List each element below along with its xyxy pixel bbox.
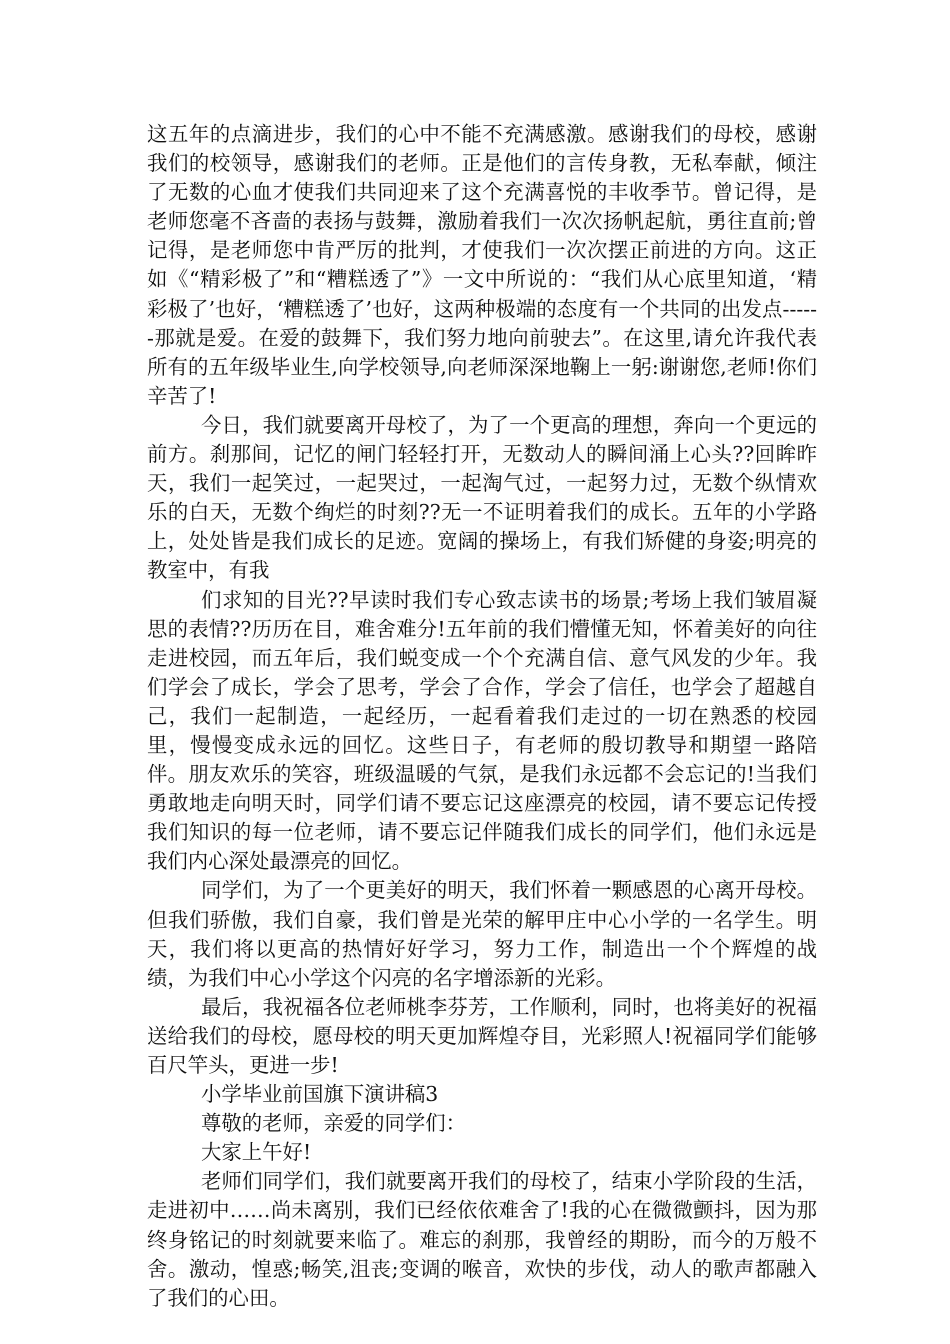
paragraph-gratitude: 这五年的点滴进步，我们的心中不能不充满感激。感谢我们的母校，感谢我们的校领导，感谢我们的老师。正是他们的言传身教，无私奉献，倾注了无数的心血才使我们共同迎来了这个充满喜悦的丰收季节。曾记得，是老师您毫不吝啬的表扬与鼓舞，激励着我们一次次扬帆起航，勇往直前;曾记得，是老师您中肯严厉的批判，才使我们一次次摆正前进的方向。这正如《“精彩极了”和“糟糕透了”》一文中所说的：“我们从心底里知道，‘精彩极了’也好，‘糟糕透了’也好，这两种极端的态度有一个共同的出发点------那就是爱。在爱的鼓舞下，我们努力地向前驶去”。在这里,请允许我代表所有的五年级毕业生,向学校领导,向老师深深地鞠上一躬:谢谢您,老师!你们辛苦了! <box>147 122 817 408</box>
speech-salutation: 尊敬的老师，亲爱的同学们： <box>201 1111 467 1136</box>
speech-greeting: 大家上午好! <box>201 1140 312 1165</box>
speech-title: 小学毕业前国旗下演讲稿3 <box>201 1082 439 1107</box>
document-body <box>147 120 817 1313</box>
paragraph-memories: 们求知的目光??早读时我们专心致志读书的场景;考场上我们皱眉凝思的表情??历历在目，难舍难分!五年前的我们懵懂无知，怀着美好的向往走进校园，而五年后，我们蜕变成一个个充满自信、意气风发的少年。我们学会了成长，学会了思考，学会了合作，学会了信任，也学会了超越自己，我们一起制造，一起经历，一起看着我们走过的一切在熟悉的校园里，慢慢变成永远的回忆。这些日子，有老师的殷切教导和期望一路陪伴。朋友欢乐的笑容，班级温暖的气氛，是我们永远都不会忘记的!当我们勇敢地走向明天时，同学们请不要忘记这座漂亮的校园，请不要忘记传授我们知识的每一位老师，请不要忘记伴随我们成长的同学们，他们永远是我们内心深处最漂亮的回忆。 <box>147 587 817 874</box>
paragraph-blessing: 最后，我祝福各位老师桃李芬芳，工作顺利，同时，也将美好的祝福送给我们的母校，愿母校的明天更加辉煌夺目，光彩照人!祝福同学们能够百尺竿头，更进一步! <box>147 994 817 1077</box>
paragraph-leaving-school: 今日，我们就要离开母校了，为了一个更高的理想，奔向一个更远的前方。刹那间，记忆的闸门轻轻打开，无数动人的瞬间涌上心头??回眸昨天，我们一起笑过，一起哭过，一起淘气过，一起努力过，无数个纵情欢乐的白天，无数个绚烂的时刻??无一不证明着我们的成长。五年的小学路上，处处皆是我们成长的足迹。宽阔的操场上，有我们矫健的身姿;明亮的教室中，有我 <box>147 412 817 583</box>
paragraph-future: 同学们，为了一个更美好的明天，我们怀着一颗感恩的心离开母校。但我们骄傲，我们自豪，我们曾是光荣的解甲庄中心小学的一名学生。明天，我们将以更高的热情好好学习，努力工作，制造出一个个辉煌的战绩，为我们中心小学这个闪亮的名字增添新的光彩。 <box>147 878 817 990</box>
paragraph-farewell: 老师们同学们，我们就要离开我们的母校了，结束小学阶段的生活，走进初中……尚未离别，我们已经依依难舍了!我的心在微微颤抖，因为那终身铭记的时刻就要来临了。难忘的刹那，我曾经的期盼，而今的万般不舍。激动，惶惑;畅笑,沮丧;变调的喉音，欢快的步伐，动人的歌声都融入了我们的心田。 <box>147 1169 817 1310</box>
